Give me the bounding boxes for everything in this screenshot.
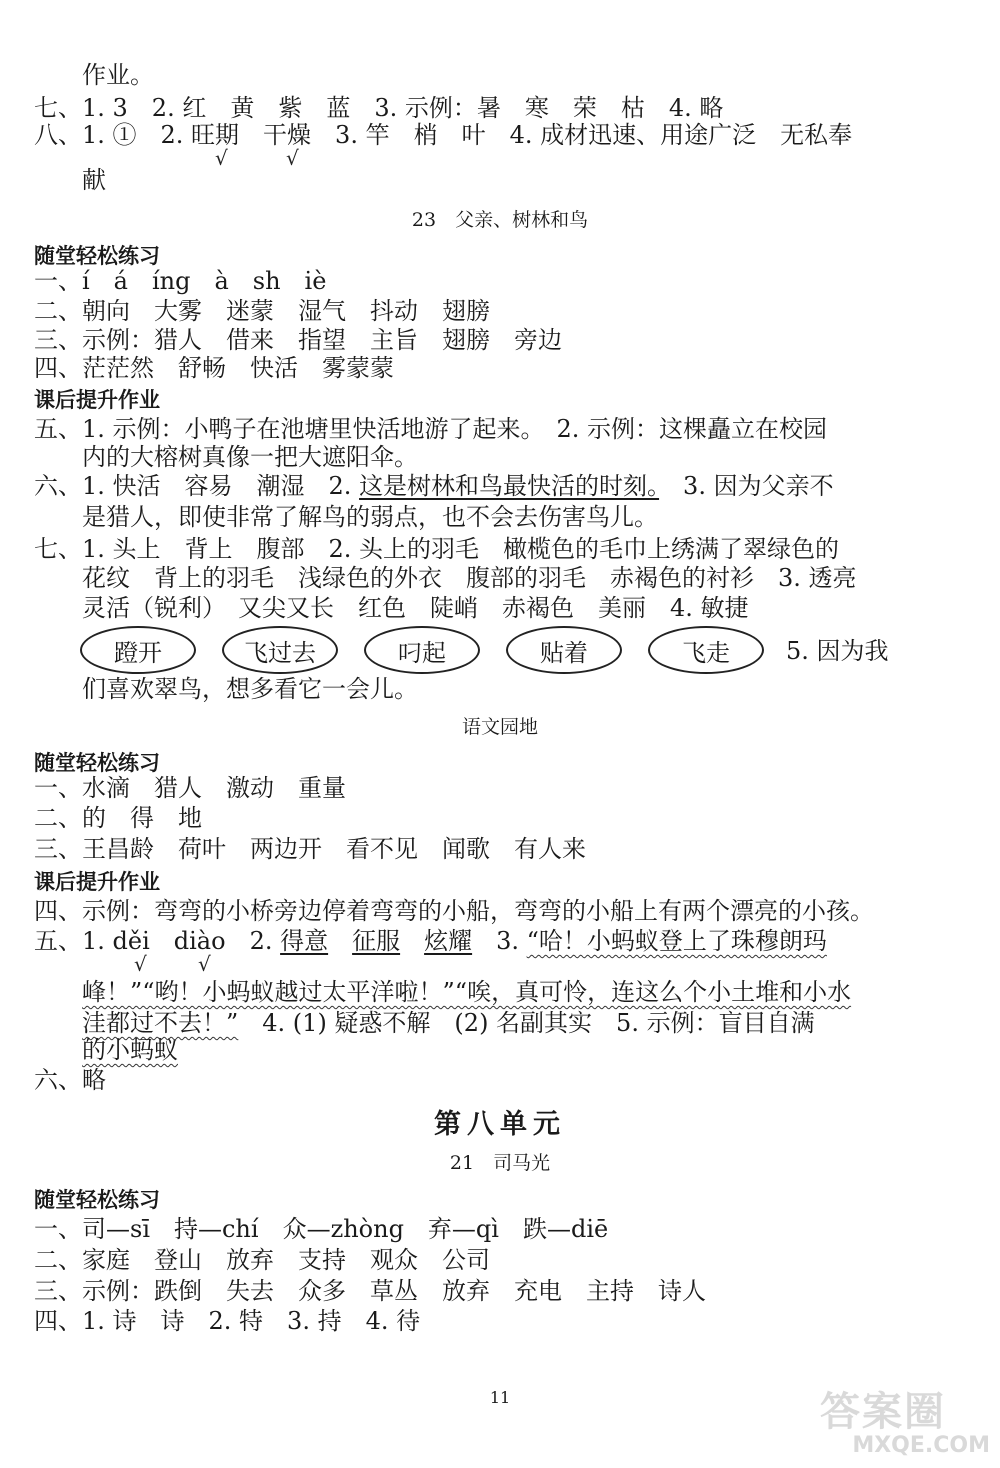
section-heading: 课后提升作业 — [34, 388, 160, 412]
answer-line: 作业。 — [82, 61, 154, 89]
answer-line: 花纹 背上的羽毛 浅绿色的外衣 腹部的羽毛 赤褐色的衬衫 3. 透亮 — [82, 564, 857, 592]
section-heading: 随堂轻松练习 — [34, 1188, 160, 1212]
answer-line: 三、王昌龄 荷叶 两边开 看不见 闻歌 有人来 — [34, 835, 586, 863]
watermark-url: MXQE.COM — [852, 1433, 990, 1458]
answer-line: 们喜欢翠鸟，想多看它一会儿。 — [82, 675, 418, 703]
wavy-underlined-quote: 洼都过不去！” — [82, 1009, 239, 1037]
answer-line — [34, 471, 834, 501]
answer-line: 二、的 得 地 — [34, 804, 202, 832]
lesson-title: 21 司马光 — [449, 1152, 551, 1174]
unit-title: 第八单元 — [434, 1109, 566, 1140]
answer-line: 六、略 — [34, 1066, 106, 1094]
answer-line — [82, 1035, 178, 1065]
verb-oval: 蹬开 — [80, 626, 196, 674]
wavy-underlined-quote: “哈！小蚂蚁登上了珠穆朗玛 — [526, 927, 827, 955]
answer-line: 二、朝向 大雾 迷蒙 湿气 抖动 翅膀 — [34, 297, 490, 325]
page-number: 11 — [489, 1388, 511, 1407]
underlined-word: 炫耀 — [424, 927, 473, 955]
answer-line: 一、司—sī 持—chí 众—zhòng 弃—qì 跌—diē — [34, 1215, 609, 1243]
lesson-title: 语文园地 — [461, 716, 538, 738]
answer-line: 是猎人，即使非常了解鸟的弱点，也不会去伤害鸟儿。 — [82, 503, 658, 531]
answer-line: 八、1. ① 2. 旺期 干燥 3. 竿 梢 叶 4. 成材迅速、用途广泛 无私奉 — [34, 121, 853, 149]
section-heading: 随堂轻松练习 — [34, 244, 160, 268]
answer-line: 一、水滴 猎人 激动 重量 — [34, 774, 346, 802]
underlined-word: 得意 — [280, 927, 329, 955]
answer-text: 3. 因为父亲不 — [659, 472, 834, 500]
check-mark-icon: √ — [198, 952, 211, 976]
answer-line: 七、1. 3 2. 红 黄 紫 蓝 3. 示例：暑 寒 荣 枯 4. 略 — [34, 94, 724, 122]
verb-oval: 贴着 — [506, 626, 622, 674]
answer-line — [34, 926, 827, 956]
answer-line: 内的大榕树真像一把大遮阳伞。 — [82, 443, 418, 471]
check-mark-icon: √ — [215, 146, 228, 170]
answer-line: 一、í á íng à sh iè — [34, 267, 327, 295]
answer-line: 献 — [82, 166, 106, 194]
answer-line: 三、示例：跌倒 失去 众多 草丛 放弃 充电 主持 诗人 — [34, 1277, 706, 1305]
answer-line: 二、家庭 登山 放弃 支持 观众 公司 — [34, 1246, 490, 1274]
answer-line: 三、示例：猎人 借来 指望 主旨 翅膀 旁边 — [34, 326, 562, 354]
answer-line: 灵活（锐利） 又尖又长 红色 陡峭 赤褐色 美丽 4. 敏捷 — [82, 594, 749, 622]
answer-text: 3. — [472, 927, 527, 955]
answer-line — [82, 1008, 815, 1038]
section-heading: 课后提升作业 — [34, 870, 160, 894]
watermark-logo — [820, 1390, 990, 1462]
underlined-sentence: 这是树林和鸟最快活的时刻。 — [359, 472, 660, 500]
answer-line — [82, 977, 851, 1007]
check-mark-icon: √ — [286, 146, 299, 170]
answer-line: 四、示例：弯弯的小桥旁边停着弯弯的小船，弯弯的小船上有两个漂亮的小孩。 — [34, 897, 874, 925]
lesson-title: 23 父亲、树林和鸟 — [411, 209, 589, 231]
answer-line: 五、1. 示例：小鸭子在池塘里快活地游了起来。 2. 示例：这棵矗立在校园 — [34, 415, 828, 443]
section-heading: 随堂轻松练习 — [34, 751, 160, 775]
answer-text: 4. (1) 疑惑不解 (2) 名副其实 5. 示例：盲目自满 — [238, 1009, 815, 1037]
wavy-underlined-quote: 峰！”“哟！小蚂蚁越过太平洋啦！”“唉，真可怜，连这么个小土堆和小水 — [82, 978, 852, 1006]
verb-oval: 叼起 — [364, 626, 480, 674]
underlined-word: 征服 — [352, 927, 401, 955]
check-mark-icon: √ — [134, 952, 147, 976]
answer-line: 四、1. 诗 诗 2. 特 3. 持 4. 待 — [34, 1307, 421, 1335]
wavy-underlined-text: 的小蚂蚁 — [82, 1036, 178, 1064]
answer-line: 七、1. 头上 背上 腹部 2. 头上的羽毛 橄榄色的毛巾上绣满了翠绿色的 — [34, 535, 840, 563]
answer-text: 六、1. 快活 容易 潮湿 2. — [34, 472, 360, 500]
answer-line: 四、茫茫然 舒畅 快活 雾蒙蒙 — [34, 354, 394, 382]
answer-text: 五、1. děi diào 2. — [34, 927, 281, 955]
verb-oval: 飞走 — [648, 626, 764, 674]
verb-oval: 飞过去 — [222, 626, 338, 674]
answer-line: 5. 因为我 — [786, 637, 889, 665]
watermark-text: 答案圈 — [820, 1389, 946, 1435]
